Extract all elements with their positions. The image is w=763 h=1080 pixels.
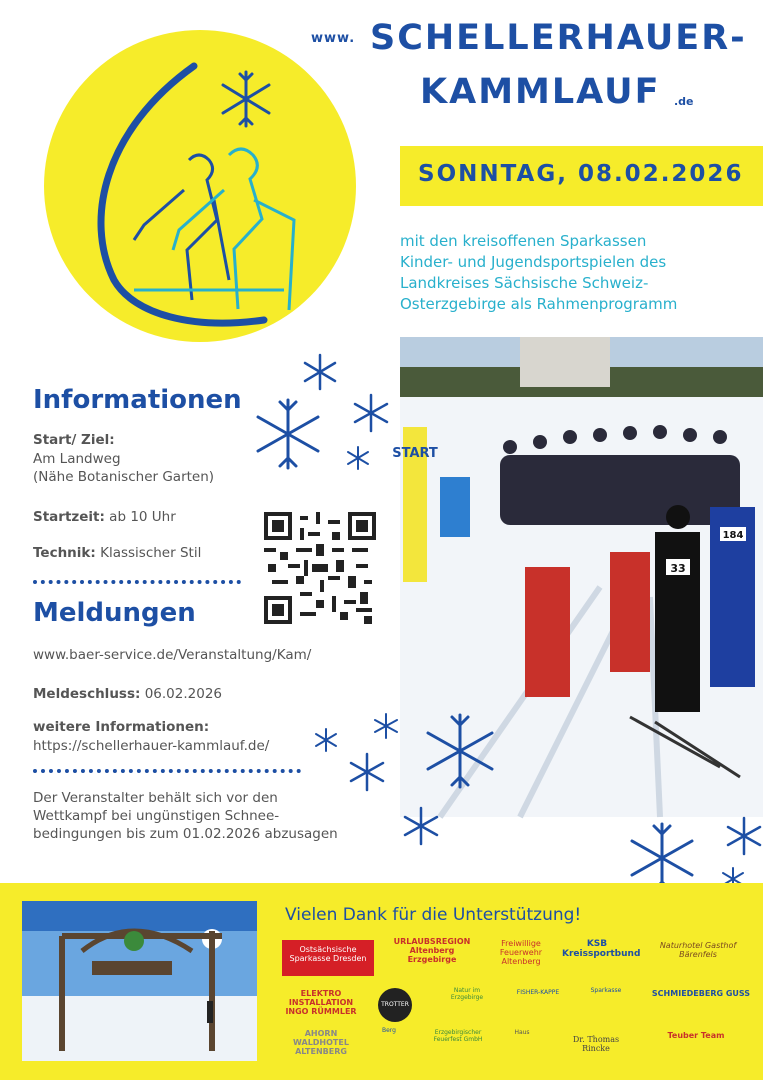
sponsor-logo[interactable]: Freiwillige Feuerwehr Altenberg [499,939,543,966]
sponsor-logo[interactable]: ELEKTRO INSTALLATION INGO RÜMMLER [285,989,357,1016]
snowflake-icon [215,68,277,134]
title-tld: .de [674,95,694,108]
start-banner-text: START [392,446,438,461]
sponsor-logo[interactable]: Ostsächsische Sparkasse Dresden [282,940,374,976]
deadline-value: 06.02.2026 [140,686,222,702]
sponsor-logo[interactable]: Natur im Erzgebirge [450,987,484,1001]
deadline-label: Meldeschluss: [33,686,141,702]
bib-number-184: 184 [722,530,744,541]
info-heading: Informationen [33,385,242,415]
sponsor-logo[interactable]: URLAUBSREGION Altenberg Erzgebirge [393,937,471,964]
registration-url[interactable]: www.baer-service.de/Veranstaltung/Kam/ [33,647,312,663]
sponsor-logo[interactable]: Haus [514,1029,530,1036]
more-info-url[interactable]: https://schellerhauer-kammlauf.de/ [33,738,270,754]
start-time-row [33,506,176,525]
start-finish-line-1: Am Landweg [33,451,121,467]
subtitle-line-4: Osterzgebirge als Rahmenprogramm [400,295,678,313]
sponsor-logo[interactable]: KSB Kreissportbund [562,939,641,959]
sponsor-logo[interactable]: Berg [382,1027,396,1034]
title-www: www. [311,31,356,46]
subtitle-line-2: Kinder- und Jugendsportspielen des [400,253,667,271]
sponsor-logo[interactable]: AHORN WALDHOTEL ALTENBERG [293,1029,349,1056]
thanks-text: Vielen Dank für die Unterstützung! [285,905,582,925]
sponsor-logo[interactable]: Naturhotel Gasthof Bärenfels [659,941,737,959]
snowflake-icon [420,711,500,795]
start-finish-line-2: (Nähe Botanischer Garten) [33,469,215,485]
sponsor-logo[interactable]: Erzgebirgischer Feuerfest GmbH [433,1029,483,1043]
title-line-2: KAMMLAUF [420,72,661,112]
subtitle-line-1: mit den kreisoffenen Sparkassen [400,232,647,250]
snowflake-icon [345,445,371,475]
deadline-row [33,683,222,702]
disclaimer-line-2: Wettkampf bei ungünstigen Schnee- [33,808,280,824]
start-time-value: ab 10 Uhr [104,509,176,525]
start-time-label: Startzeit: [33,509,105,525]
technique-value: Klassischer Stil [95,545,202,561]
event-logo [44,30,356,342]
snowflake-icon [300,352,340,396]
snowflake-icon [250,396,326,476]
start-finish-label: Start/ Ziel: [33,432,115,448]
snowflake-icon [346,751,388,797]
subtitle-line-3: Landkreises Sächsische Schweiz- [400,274,649,292]
snowflake-icon [372,712,400,744]
snowflake-icon [313,727,339,757]
sponsor-logo[interactable]: SCHMIEDEBERG GUSS [651,989,751,998]
snowflake-icon [725,815,763,861]
qr-code[interactable] [264,512,376,624]
divider-dotted [33,769,301,773]
snowflake-icon [400,805,442,851]
title-line-1: SCHELLERHAUER- [370,18,747,58]
disclaimer-line-1: Der Veranstalter behält sich vor den [33,790,278,806]
sponsor-logo[interactable]: FISHER-KAPPE [516,989,560,996]
more-info-label: weitere Informationen: [33,719,210,735]
event-date: SONNTAG, 08.02.2026 [418,161,744,187]
disclaimer-line-3: bedingungen bis zum 01.02.2026 abzusagen [33,826,338,842]
sponsor-logo[interactable]: Sparkasse [590,987,622,994]
skier-logo-icon [44,30,356,342]
divider-dotted [33,580,241,584]
event-date-box [400,146,763,206]
sponsor-logo[interactable]: Dr. Thomas Rincke [572,1035,620,1053]
sponsor-logo[interactable]: TROTTER [378,988,412,1022]
technique-label: Technik: [33,545,96,561]
bib-number-33: 33 [670,562,686,575]
technique-row [33,542,201,561]
snowflake-icon [350,392,392,438]
registration-heading: Meldungen [33,598,196,628]
sponsor-logo[interactable]: Teuber Team [667,1031,725,1040]
mountain-photo [22,901,257,1061]
